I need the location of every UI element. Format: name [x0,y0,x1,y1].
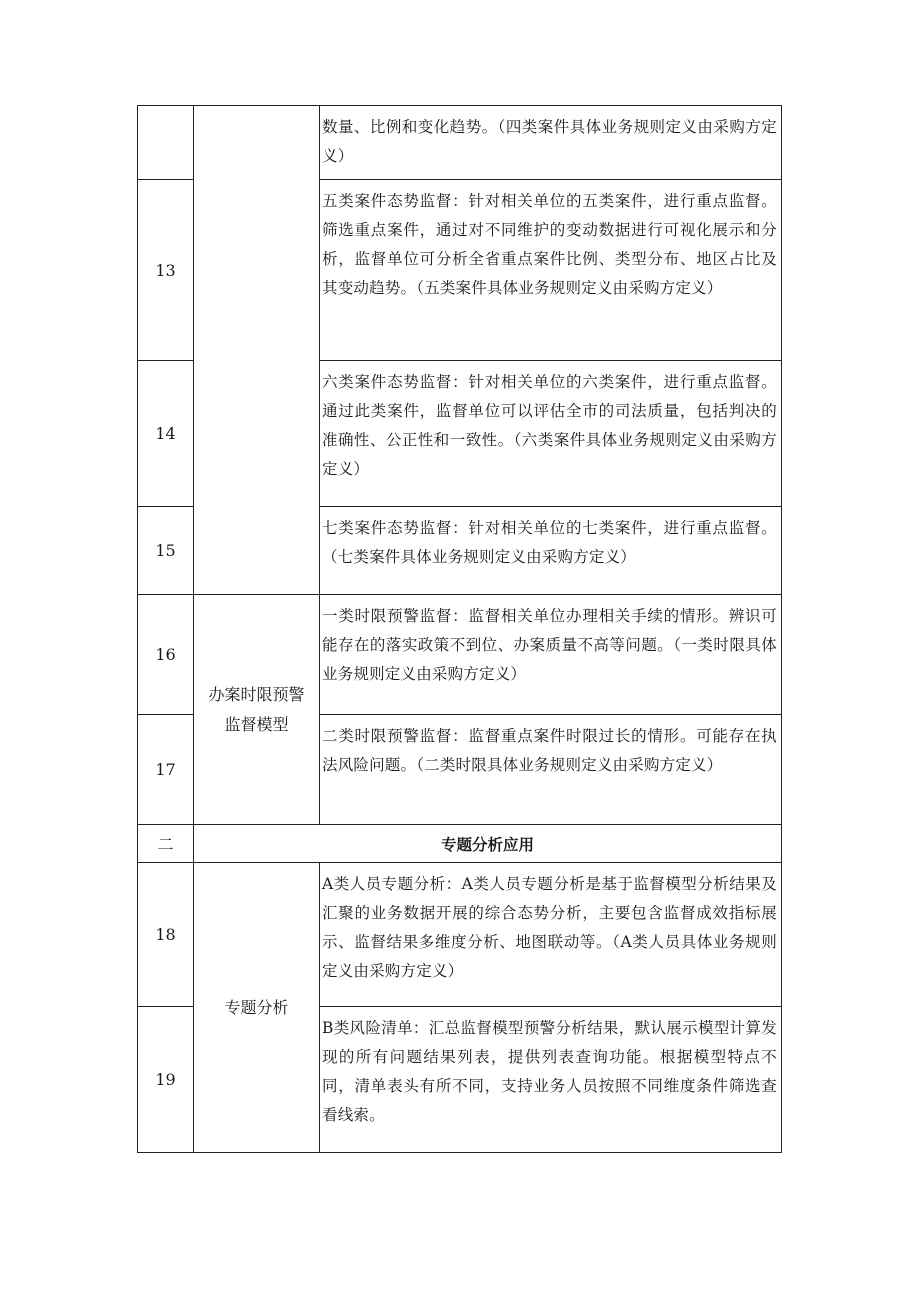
section-header-row [138,825,782,863]
category-cell [194,595,320,825]
row-number: 14 [138,361,194,507]
row-number-cell [138,106,194,180]
section-number: 二 [138,825,194,863]
requirements-table [137,105,782,1153]
table-row [138,595,782,715]
category-label: 专题分析 [224,997,289,1017]
row-description: A类人员专题分析：A类人员专题分析是基于监督模型分析结果及汇聚的业务数据开展的综合态势分析，主要包含监督成效指标展示、监督结果多维度分析、地图联动等。（A类人员具体业务规则定义由采购方定义） [320,863,782,1007]
row-number: 15 [138,507,194,595]
row-number: 17 [138,715,194,825]
section-title: 专题分析应用 [194,825,782,863]
row-number: 19 [138,1007,194,1153]
category-cell [194,863,320,1153]
row-description: 数量、比例和变化趋势。（四类案件具体业务规则定义由采购方定义） [320,106,782,180]
table-row [138,106,782,180]
row-number: 16 [138,595,194,715]
row-description: 一类时限预警监督：监督相关单位办理相关手续的情形。辨识可能存在的落实政策不到位、办案质量不高等问题。（一类时限具体业务规则定义由采购方定义） [320,595,782,715]
row-description: 二类时限预警监督：监督重点案件时限过长的情形。可能存在执法风险问题。（二类时限具体业务规则定义由采购方定义） [320,715,782,825]
table-row [138,863,782,1007]
row-description: 六类案件态势监督：针对相关单位的六类案件，进行重点监督。通过此类案件，监督单位可以评估全市的司法质量，包括判决的准确性、公正性和一致性。（六类案件具体业务规则定义由采购方定义） [320,361,782,507]
row-description: 七类案件态势监督：针对相关单位的七类案件，进行重点监督。（七类案件具体业务规则定义由采购方定义） [320,507,782,595]
category-cell [194,106,320,595]
row-number: 13 [138,180,194,361]
row-number: 18 [138,863,194,1007]
row-description: 五类案件态势监督：针对相关单位的五类案件，进行重点监督。筛选重点案件，通过对不同维护的变动数据进行可视化展示和分析，监督单位可分析全省重点案件比例、类型分布、地区占比及其变动趋势。（五类案件具体业务规则定义由采购方定义） [320,180,782,361]
row-description: B类风险清单：汇总监督模型预警分析结果，默认展示模型计算发现的所有问题结果列表，提供列表查询功能。根据模型特点不同，清单表头有所不同，支持业务人员按照不同维度条件筛选查看线索。 [320,1007,782,1153]
category-label: 办案时限预警监督模型 [208,684,305,734]
